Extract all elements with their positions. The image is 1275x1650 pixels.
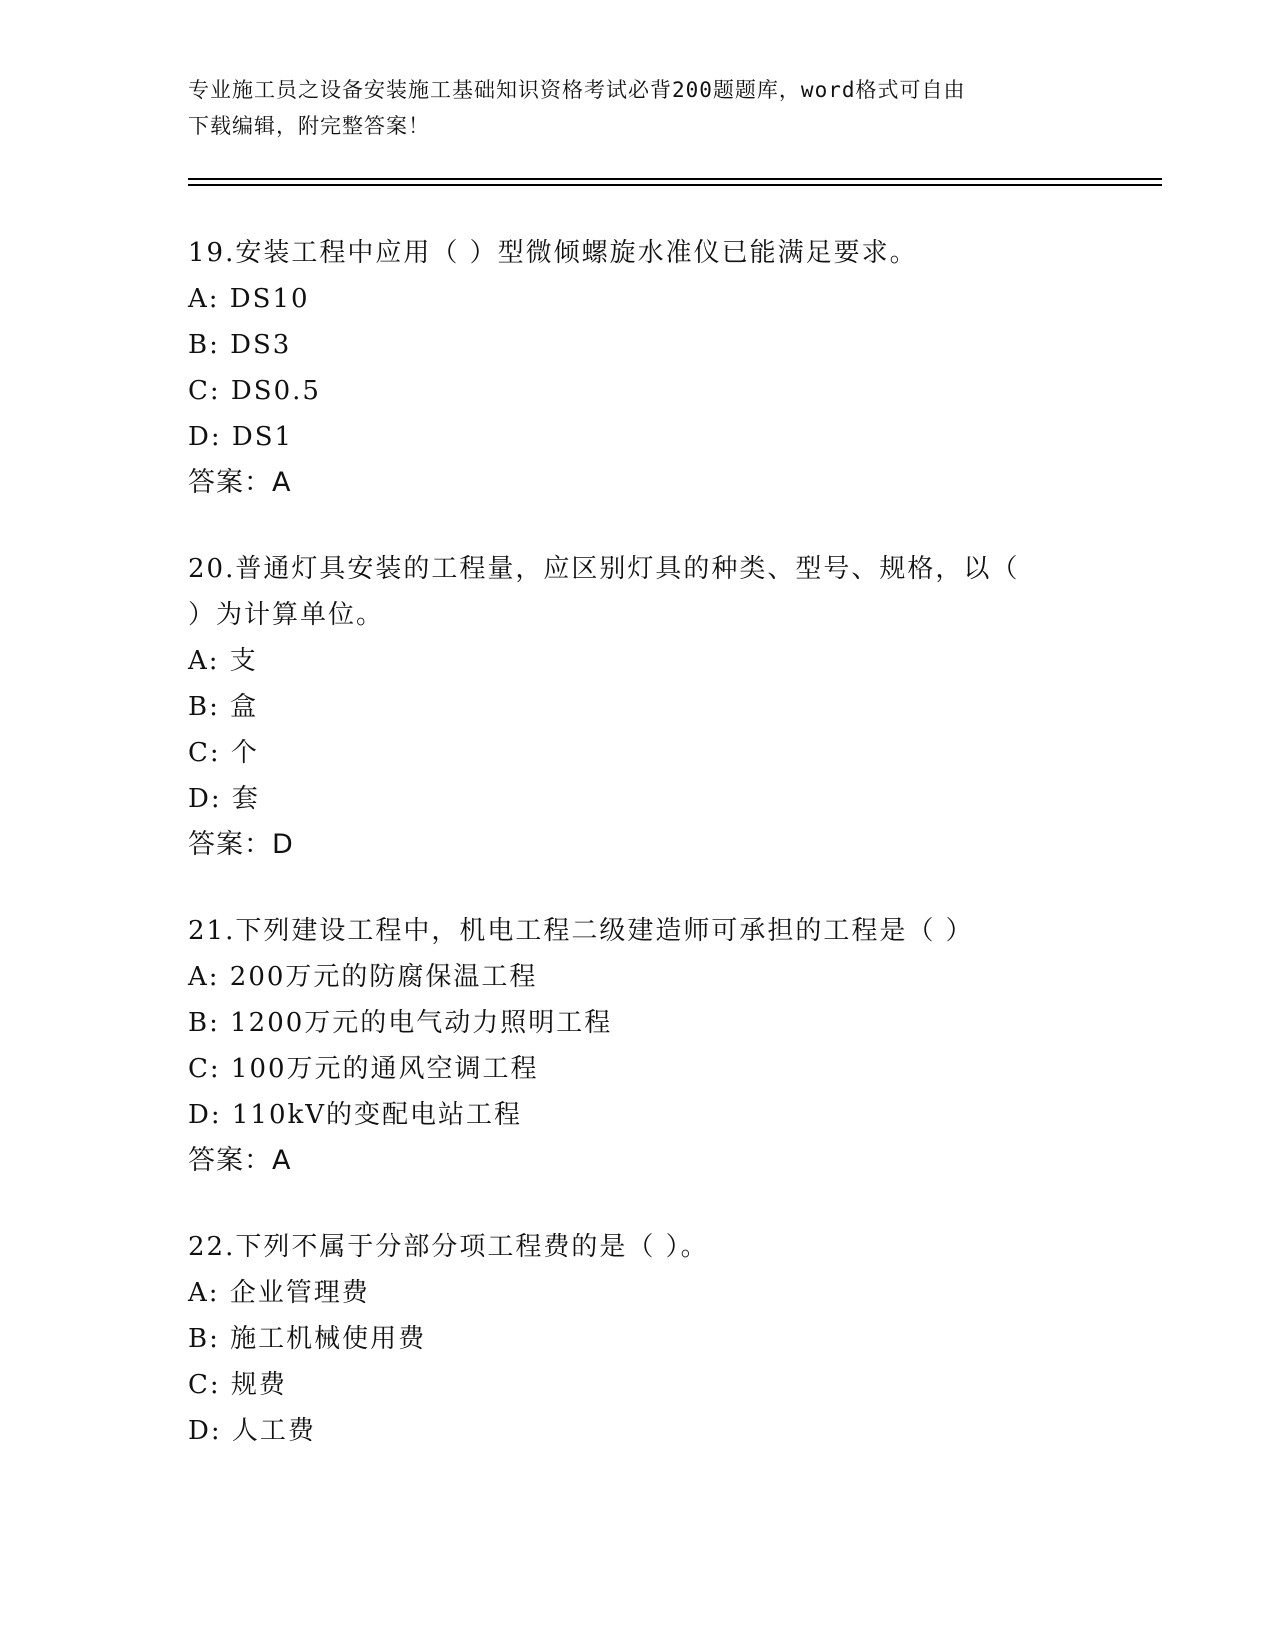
option-c: C: 个 [188, 738, 259, 768]
question-stem: 22.下列不属于分部分项工程费的是（ ）。 [188, 1232, 709, 1262]
option-d: D: 套 [188, 784, 260, 814]
question-22 [188, 1224, 1088, 1454]
option-b: B: DS3 [188, 330, 292, 360]
question-stem: 19.安装工程中应用（ ）型微倾螺旋水准仪已能满足要求。 [188, 238, 918, 268]
option-a: A: 支 [188, 646, 258, 676]
question-stem: 21.下列建设工程中，机电工程二级建造师可承担的工程是（ ） [188, 916, 974, 946]
question-20 [188, 546, 1088, 868]
option-d: D: DS1 [188, 422, 294, 452]
header-line-1: 专业施工员之设备安装施工基础知识资格考试必背200题题库，word格式可自由 [188, 78, 966, 102]
question-21 [188, 908, 1088, 1184]
option-d: D: 110kV的变配电站工程 [188, 1100, 523, 1130]
question-stem: 20.普通灯具安装的工程量，应区别灯具的种类、型号、规格，以（ [188, 554, 1020, 584]
question-list [188, 230, 1088, 1494]
option-a: A: DS10 [188, 284, 310, 314]
option-b: B: 施工机械使用费 [188, 1324, 427, 1354]
option-a: A: 200万元的防腐保温工程 [188, 962, 538, 992]
header-line-2: 下载编辑，附完整答案！ [188, 114, 430, 138]
option-c: C: 规费 [188, 1370, 287, 1400]
option-b: B: 1200万元的电气动力照明工程 [188, 1008, 613, 1038]
question-stem-continued: ）为计算单位。 [188, 600, 385, 630]
document-header [188, 72, 1068, 144]
answer-line: 答案：A [188, 467, 292, 498]
option-b: B: 盒 [188, 692, 259, 722]
option-c: C: DS0.5 [188, 376, 321, 406]
header-divider-top [188, 178, 1162, 180]
option-c: C: 100万元的通风空调工程 [188, 1054, 539, 1084]
question-19 [188, 230, 1088, 506]
option-a: A: 企业管理费 [188, 1278, 370, 1308]
option-d: D: 人工费 [188, 1416, 316, 1446]
header-divider-bottom [188, 184, 1162, 186]
answer-line: 答案：D [188, 829, 294, 860]
answer-line: 答案：A [188, 1145, 292, 1176]
